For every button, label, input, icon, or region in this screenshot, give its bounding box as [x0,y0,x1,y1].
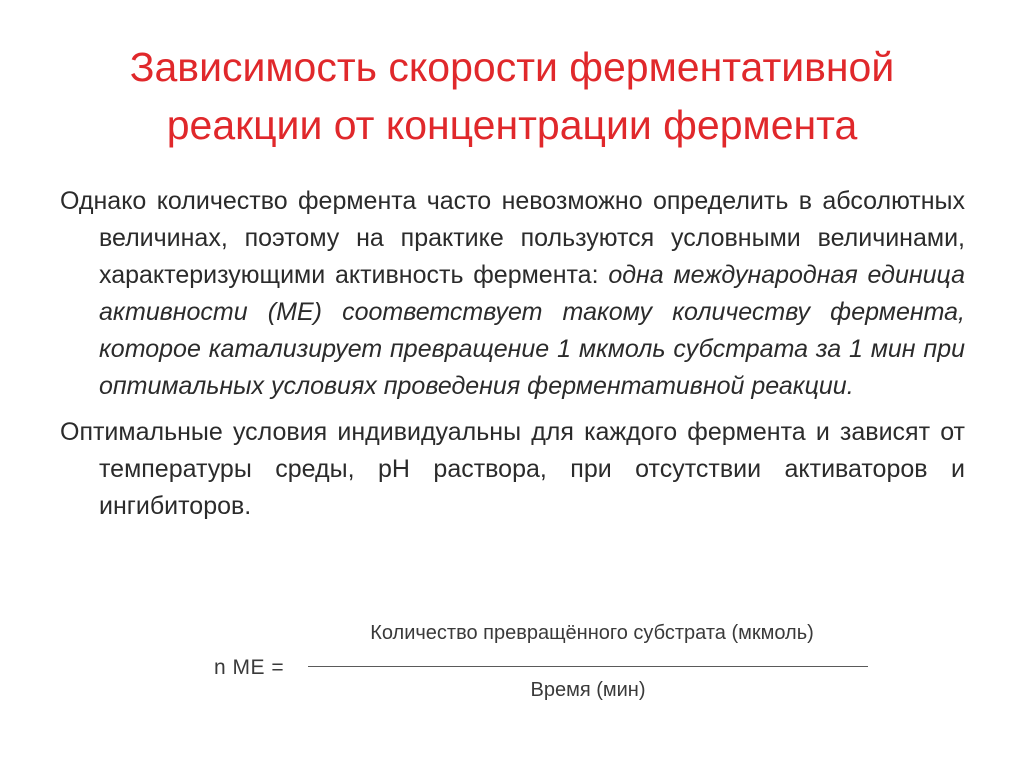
formula-lhs: n МЕ = [214,656,285,679]
paragraph-definition-italic: одна международная единица активности (МЕ) соответствует такому количеству фермента, которое катализирует превращение 1 мкмоль субстрата за 1 мин при оптимальных условиях проведения ферментативной реакции. [99,261,966,400]
paragraph-optimal-conditions-text: Оптимальные условия индивидуальны для каждого фермента и зависят от температуры среды, рН раствора, при отсутствии активаторов и ингибиторов. [60,418,965,520]
paragraph-optimal-conditions [60,414,965,525]
formula-numerator: Количество превращённого субстрата (мкмоль) [370,622,814,644]
title-line-1: Зависимость скорости ферментативной [129,44,895,90]
slide-title [40,38,984,154]
paragraph-definition-text: Однако количество фермента часто невозможно определить в абсолютных величинах, поэтому на практике пользуются условными величинами, характеризующими активность фермента: [60,187,965,289]
fraction-bar [308,666,868,667]
activity-formula [214,622,874,712]
title-line-2: реакции от концентрации фермента [166,102,858,148]
slide-body [60,183,965,525]
paragraph-definition [60,183,965,405]
formula-denominator: Время (мин) [530,679,646,701]
